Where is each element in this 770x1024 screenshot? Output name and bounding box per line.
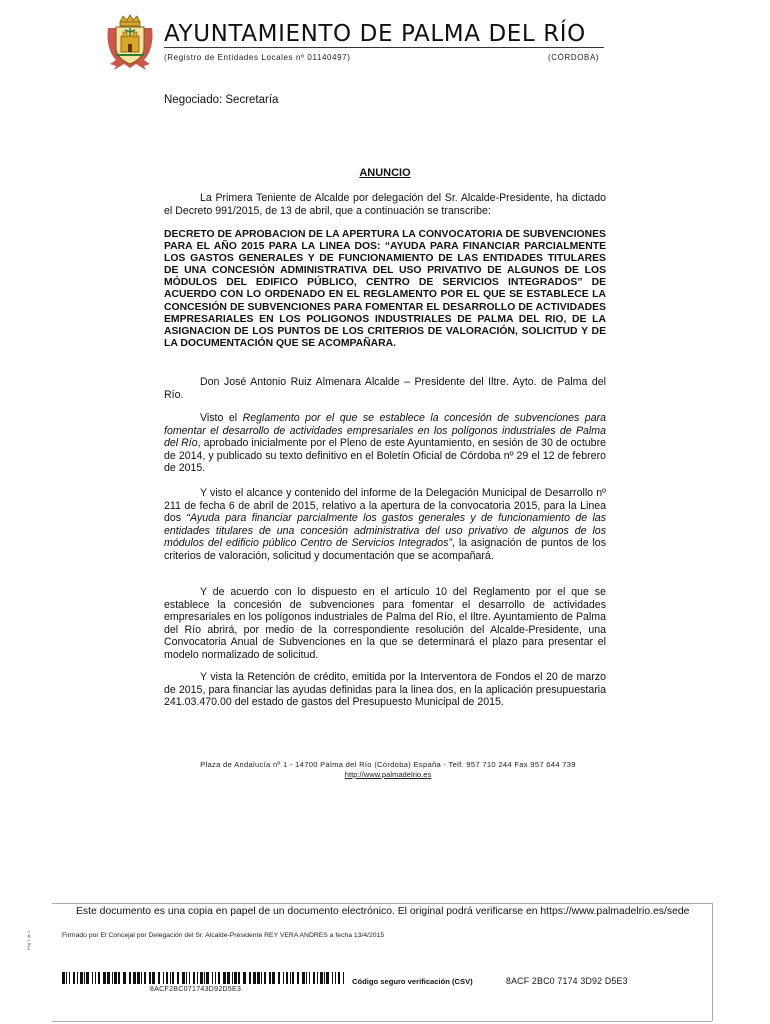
- paragraph-visto-pre: Visto el: [200, 412, 243, 424]
- registro-label: (Registro de Entidades Locales nº 01140497): [164, 53, 351, 62]
- footer-website-link[interactable]: http://www.palmadelrio.es: [344, 770, 432, 779]
- paragraph-alcance-post: , la asignación de puntos de los criterios de valoración, solicitud y documentación que se acompañará.: [164, 537, 606, 562]
- barcode-text: 8ACF2BC071743D92D5E3: [150, 986, 242, 993]
- page-sidenote: [26, 930, 56, 970]
- coat-of-arms-icon: [106, 14, 154, 72]
- barcode-icon: [62, 972, 344, 984]
- paragraph-alcance-italic: “Ayuda para financiar parcialmente los gastos generales y de funcionamiento de las entidades titulares de una concesión administrativa del uso privativo de algunos de los módulos del edificio público Centro de Servicios Integrados”: [164, 512, 606, 550]
- intro-paragraph: [164, 192, 606, 217]
- paragraph-visto-post: , aprobado inicialmente por el Pleno de este Ayuntamiento, en sesión de 30 de octubre de 2014, y publicado su texto definitivo en el Boletín Oficial de Córdoba nº 29 el 12 de febrero de 2015.: [164, 437, 606, 475]
- verification-frame-bottom: [52, 1021, 712, 1022]
- copy-notice: Este documento es una copia en papel de un documento electrónico. El original podrá verificarse en https://www.palmadelrio.es/sede: [76, 906, 690, 917]
- footer-address: Plaza de Andalucía nº 1 - 14700 Palma del Río (Córdoba) España - Telf. 957 710 244 Fax 957 644 739: [200, 760, 576, 769]
- verification-frame-top: [52, 903, 712, 904]
- paragraph-alcance: [164, 487, 606, 563]
- page-sidenote-text: Pág 1 de 2: [26, 930, 31, 950]
- title-underline: [164, 47, 604, 48]
- paragraph-don-text: Don José Antonio Ruiz Almenara Alcalde – Presidente del Iltre. Ayto. de Palma del Río.: [164, 376, 606, 401]
- csv-label: Código seguro verificación (CSV): [352, 977, 473, 986]
- paragraph-alcance-pre: Y visto el alcance y contenido del informe de la Delegación Municipal de Desarrollo nº 211 de fecha 6 de abril de 2015, relativo a la apertura de la convocatoria 2015, para la Linea dos: [164, 487, 606, 525]
- paragraph-acuerdo: [164, 586, 606, 662]
- paragraph-visto: [164, 412, 606, 475]
- page-title: AYUNTAMIENTO DE PALMA DEL RÍO: [164, 21, 586, 47]
- verification-frame-right: [712, 903, 713, 1021]
- paragraph-retencion: [164, 671, 606, 709]
- paragraph-don: [164, 376, 606, 401]
- paragraph-acuerdo-text: Y de acuerdo con lo dispuesto en el artículo 10 del Reglamento por el que se establece la concesión de subvenciones para fomentar el desarrollo de actividades empresariales en los polígonos industriales de Palma del Río, el Iltre. Ayuntamiento de Palma del Río abrirá, por medio de la correspondiente resolución del Alcalde-Presidente, una Convocatoria Anual de Subvenciones en la que se determinará el plazo para presentar el modelo normalizado de solicitud.: [164, 586, 606, 661]
- paragraph-retencion-text: Y vista la Retención de crédito, emitida por la Interventora de Fondos el 20 de marzo de 2015, para financiar las ayudas definidas para la linea dos, en la aplicación presupuestaria 241.03.470.00 del estado de gastos del Presupuesto Municipal de 2015.: [164, 671, 606, 709]
- intro-text: La Primera Teniente de Alcalde por delegación del Sr. Alcalde-Presidente, ha dictado el Decreto 991/2015, de 13 de abril, que a continuación se transcribe:: [164, 192, 606, 217]
- provincia-label: (CÓRDOBA): [548, 53, 600, 62]
- anuncio-heading: ANUNCIO: [359, 167, 411, 179]
- paragraph-visto-italic: Reglamento por el que se establece la concesión de subvenciones para fomentar el desarrollo de actividades empresariales en los polígonos industriales de Palma del Río: [164, 412, 606, 450]
- negociado-label: Negociado: Secretaría: [164, 94, 279, 106]
- csv-value: 8ACF 2BC0 7174 3D92 D5E3: [506, 976, 628, 986]
- signed-by: Firmado por El Concejal por Delegación del Sr. Alcalde-Presidente REY VERA ANDRES a fecha 13/4/2015: [62, 932, 385, 939]
- decree-title: DECRETO DE APROBACION DE LA APERTURA LA CONVOCATORIA DE SUBVENCIONES PARA EL AÑO 2015 PARA LA LINEA DOS: “AYUDA PARA FINANCIAR PARCIALMENTE LOS GASTOS GENERALES Y DE FUNCIONAMIENTO DE LAS ENTIDADES TITULARES DE UNA CONCESIÓN ADMINISTRATIVA DEL USO PRIVATIVO DE ALGUNOS DE LOS MÓDULOS DEL EDIFICO PÚBLICO, CENTRO DE SERVICIOS INTEGRADOS” DE ACUERDO CON LO ORDENADO EN EL REGLAMENTO POR EL QUE SE ESTABLECE LA CONCESIÓN DE SUBVENCIONES PARA FOMENTAR EL DESARROLLO DE ACTIVIDADES EMPRESARIALES EN LOS POLIGONOS INDUSTRIALES DE PALMA DEL RIO, DE LA ASIGNACION DE LOS PUNTOS DE LOS CRITERIOS DE VALORACIÓN, SOLICITUD Y DE LA DOCUMENTACIÓN QUE SE ACOMPAÑARA.: [164, 229, 606, 349]
